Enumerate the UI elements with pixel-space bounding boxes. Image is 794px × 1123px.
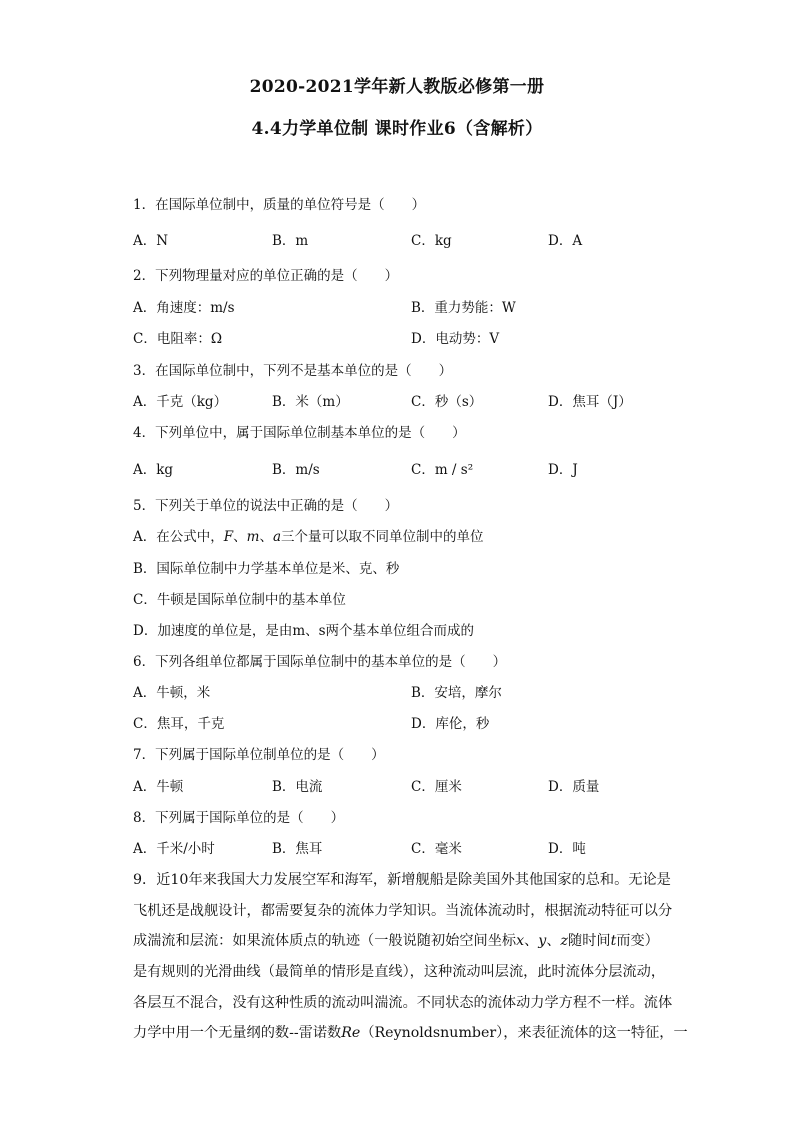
q9-line-4: 是有规则的光滑曲线（最简单的情形是直线），这种流动叫层流，此时流体分层流动，	[133, 964, 666, 980]
q5-symbol-m: m	[246, 529, 260, 545]
q1-option-d: D．A	[548, 233, 583, 249]
question-7-options	[0, 775, 794, 795]
q7-option-c: C．厘米	[411, 779, 462, 795]
q9-line-3-suffix: 而变）	[616, 933, 659, 949]
q7-option-d: D．质量	[548, 779, 600, 795]
q2-option-c: C．电阻率：Ω	[133, 331, 223, 347]
q8-option-b: B．焦耳	[272, 841, 323, 857]
q6-option-d: D．库伦，秒	[411, 716, 490, 732]
q1-option-b: B．m	[272, 233, 309, 249]
question-2-stem: 2．下列物理量对应的单位正确的是（ ）	[133, 268, 399, 284]
q6-option-a: A．牛顿，米	[133, 685, 211, 701]
q9-line-3	[133, 930, 659, 950]
q6-option-b: B．安培，摩尔	[411, 685, 502, 701]
question-1-stem: 1．在国际单位制中，质量的单位符号是（ ）	[133, 197, 426, 213]
q9-line-3-prefix: 成湍流和层流：如果流体质点的轨迹（一般说随初始空间坐标	[133, 933, 517, 949]
document-title: 2020-2021学年新人教版必修第一册	[249, 77, 545, 97]
q3-option-c: C．秒（s）	[411, 394, 483, 410]
q9-line-6-suffix: （Reynoldsnumber），来表征流体的这一特征，一	[360, 1025, 688, 1041]
question-4-stem: 4．下列单位中，属于国际单位制基本单位的是（ ）	[133, 425, 466, 441]
question-2-options-row1	[0, 296, 794, 316]
q6-option-c: C．焦耳，千克	[133, 716, 225, 732]
question-7-stem: 7．下列属于国际单位制单位的是（ ）	[133, 747, 385, 763]
q9-symbol-x: x	[516, 933, 525, 949]
q9-separator-2: 、	[546, 933, 561, 949]
q2-option-b: B．重力势能：W	[411, 300, 516, 316]
q9-line-6-prefix: 力学中用一个无量纲的数--雷诺数	[133, 1025, 342, 1041]
q9-symbol-t: t	[610, 933, 617, 949]
q9-line-1: 9．近10年来我国大力发展空军和海军，新增舰船是除美国外其他国家的总和。无论是	[133, 872, 671, 888]
q4-option-a: A．kg	[133, 462, 174, 478]
q9-line-3-mid: 随时间	[568, 933, 611, 949]
q9-symbol-y: y	[538, 933, 547, 949]
q5-option-a-suffix: 三个量可以取不同单位制中的单位	[281, 529, 484, 545]
document-subtitle: 4.4力学单位制 课时作业6（含解析）	[251, 119, 543, 139]
q5-option-c: C．牛顿是国际单位制中的基本单位	[133, 592, 346, 608]
q8-option-d: D．吨	[548, 841, 586, 857]
question-8-options	[0, 837, 794, 857]
question-3-options	[0, 390, 794, 410]
q3-option-a: A．千克（kg）	[133, 394, 228, 410]
q9-symbol-re: Re	[341, 1025, 361, 1041]
question-4-options	[0, 458, 794, 478]
q7-option-a: A．牛顿	[133, 779, 184, 795]
question-8-stem: 8．下列属于国际单位的是（ ）	[133, 810, 345, 826]
question-6-stem: 6．下列各组单位都属于国际单位制中的基本单位的是（ ）	[133, 654, 507, 670]
q9-symbol-z: z	[560, 933, 568, 949]
q5-option-a	[133, 525, 484, 545]
q5-symbol-a: a	[272, 529, 281, 545]
q4-option-c: C．m / s²	[411, 462, 474, 478]
q8-option-a: A．千米/小时	[133, 841, 215, 857]
q5-option-b: B．国际单位制中力学基本单位是米、克、秒	[133, 561, 400, 577]
q8-option-c: C．毫米	[411, 841, 462, 857]
question-6-options-row1	[0, 681, 794, 701]
q5-option-a-prefix: A．在公式中，	[133, 529, 224, 545]
q5-symbol-f: F	[223, 529, 234, 545]
q1-option-c: C．kg	[411, 233, 452, 249]
q9-separator-1: 、	[524, 933, 539, 949]
q5-separator-1: 、	[233, 529, 247, 545]
q9-line-5: 各层互不混合，没有这种性质的流动叫湍流。不同状态的流体动力学方程不一样。流体	[133, 995, 673, 1011]
q3-option-b: B．米（m）	[272, 394, 349, 410]
q2-option-d: D．电动势：V	[411, 331, 500, 347]
q5-option-d: D．加速度的单位是，是由m、s两个基本单位组合而成的	[133, 623, 475, 639]
q9-line-2: 飞机还是战舰设计，都需要复杂的流体力学知识。当流体流动时，根据流动特征可以分	[133, 903, 673, 919]
q7-option-b: B．电流	[272, 779, 323, 795]
question-6-options-row2	[0, 712, 794, 732]
q5-separator-2: 、	[259, 529, 273, 545]
question-2-options-row2	[0, 327, 794, 347]
question-5-stem: 5．下列关于单位的说法中正确的是（ ）	[133, 498, 399, 514]
q2-option-a: A．角速度：m/s	[133, 300, 235, 316]
question-3-stem: 3．在国际单位制中，下列不是基本单位的是（ ）	[133, 363, 453, 379]
question-1-options	[0, 229, 794, 249]
q3-option-d: D．焦耳（J）	[548, 394, 632, 410]
q9-line-6	[133, 1022, 688, 1042]
q1-option-a: A．N	[133, 233, 169, 249]
q4-option-d: D．J	[548, 462, 578, 478]
q4-option-b: B．m/s	[272, 462, 320, 478]
